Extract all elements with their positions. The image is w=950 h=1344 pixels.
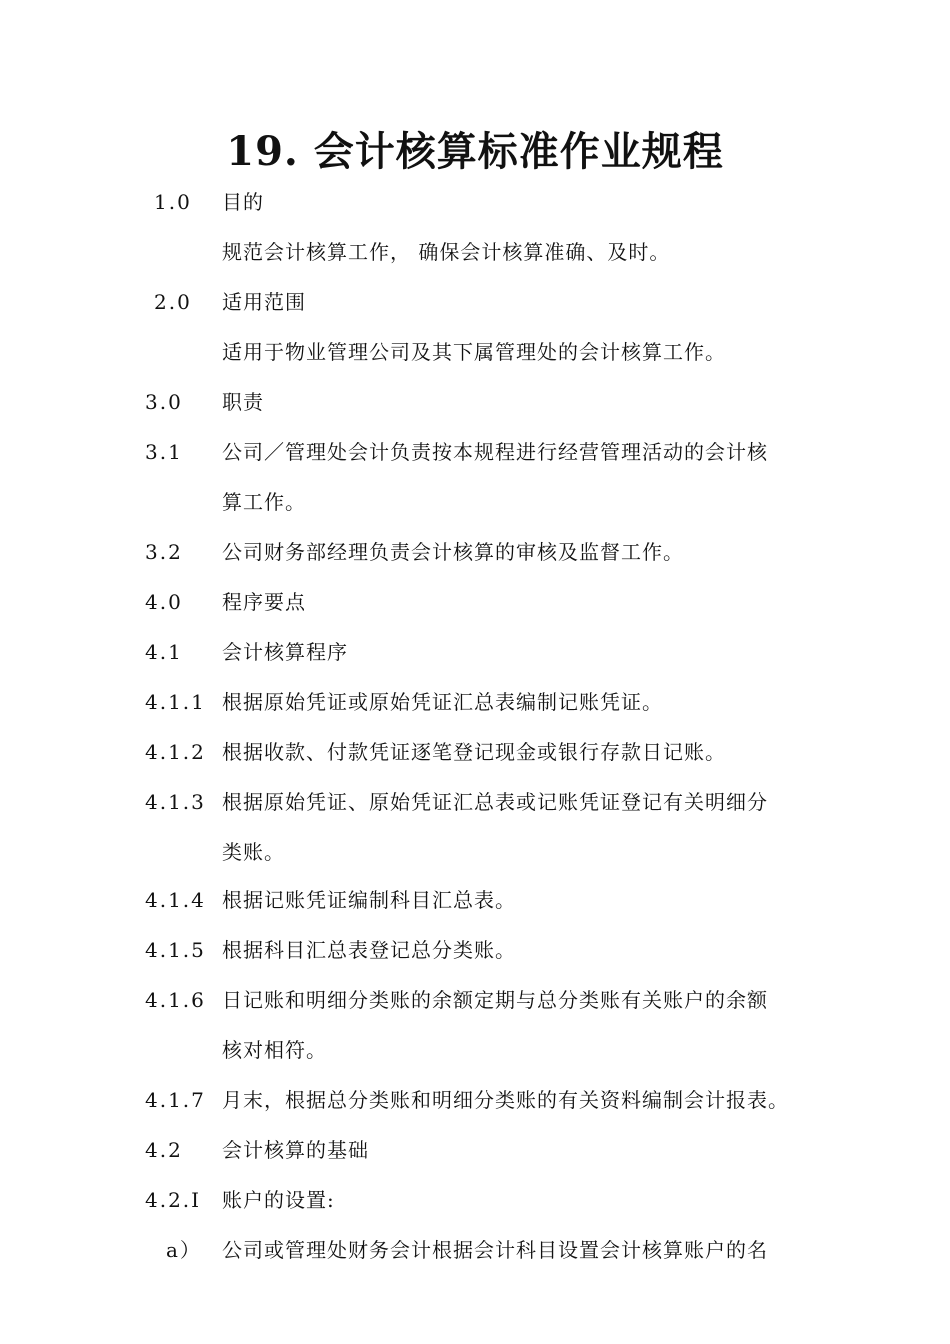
section-number: 4.2	[145, 1138, 183, 1162]
section-text: 规范会计核算工作， 确保会计核算准确、及时。	[222, 240, 671, 264]
section-text: 公司或管理处财务会计根据会计科目设置会计核算账户的名	[222, 1238, 768, 1262]
section-text: 会计核算的基础	[222, 1138, 369, 1162]
section-text: 公司财务部经理负责会计核算的审核及监督工作。	[222, 540, 684, 564]
section-number: 4.0	[145, 590, 183, 614]
section-text: 根据收款、付款凭证逐笔登记现金或银行存款日记账。	[222, 740, 726, 764]
section-number: 1.0	[154, 190, 192, 214]
section-number: 4.1.5	[145, 938, 206, 962]
section-number: 4.1.2	[145, 740, 206, 764]
section-text: 类账。	[222, 840, 285, 864]
section-number: 3.1	[145, 440, 183, 464]
section-number: 4.1.4	[145, 888, 206, 912]
section-text: 适用范围	[222, 290, 306, 314]
document-title: 19. 会计核算标准作业规程	[226, 128, 724, 175]
section-text: 会计核算程序	[222, 640, 348, 664]
section-text: 程序要点	[222, 590, 306, 614]
section-text: 适用于物业管理公司及其下属管理处的会计核算工作。	[222, 340, 726, 364]
section-text: 账户的设置:	[222, 1188, 335, 1212]
section-text: 目的	[222, 190, 264, 214]
section-text: 根据原始凭证、原始凭证汇总表或记账凭证登记有关明细分	[222, 790, 768, 814]
section-number: 4.1.6	[145, 988, 206, 1012]
section-number: 2.0	[154, 290, 192, 314]
section-text: 核对相符。	[222, 1038, 327, 1062]
section-number: 4.1	[145, 640, 183, 664]
section-number: 4.1.1	[145, 690, 206, 714]
section-text: 月末，根据总分类账和明细分类账的有关资料编制会计报表。	[222, 1088, 789, 1112]
section-number: 4.1.7	[145, 1088, 206, 1112]
section-text: 根据科目汇总表登记总分类账。	[222, 938, 516, 962]
section-number: a）	[166, 1238, 202, 1262]
section-number: 3.0	[145, 390, 183, 414]
section-number: 4.2.I	[145, 1188, 202, 1212]
section-text: 日记账和明细分类账的余额定期与总分类账有关账户的余额	[222, 988, 768, 1012]
section-text: 根据原始凭证或原始凭证汇总表编制记账凭证。	[222, 690, 663, 714]
section-number: 4.1.3	[145, 790, 206, 814]
section-text: 公司／管理处会计负责按本规程进行经营管理活动的会计核	[222, 440, 768, 464]
section-text: 算工作。	[222, 490, 306, 514]
section-number: 3.2	[145, 540, 183, 564]
section-text: 职责	[222, 390, 264, 414]
section-text: 根据记账凭证编制科目汇总表。	[222, 888, 516, 912]
